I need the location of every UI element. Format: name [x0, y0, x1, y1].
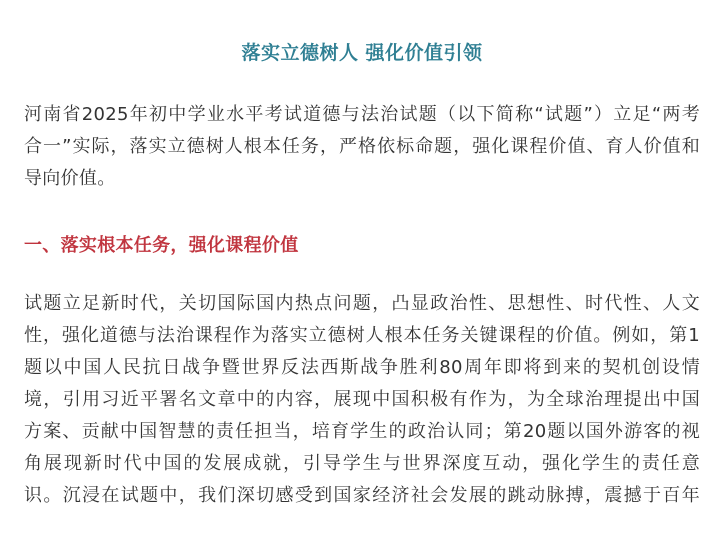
intro-line: 河南省2025年初中学业水平考试道德与法治试题（以下简称“试题”）立足“两考: [24, 104, 700, 125]
body-paragraph: [24, 288, 700, 512]
body-line: 识。沉浸在试题中，我们深切感受到国家经济社会发展的跳动脉搏，震撼于百年: [24, 485, 700, 506]
intro-line: 导向价值。: [24, 168, 116, 189]
body-line: 境，引用习近平署名文章中的内容，展现中国积极有作为，为全球治理提出中国: [24, 389, 700, 410]
intro-line: 合一”实际，落实立德树人根本任务，严格依标命题，强化课程价值、育人价值和: [24, 136, 700, 157]
article-title: 落实立德树人 强化价值引领: [241, 42, 483, 64]
body-line: 性，强化道德与法治课程作为落实立德树人根本任务关键课程的价值。例如，第1: [24, 325, 700, 346]
body-line: 题以中国人民抗日战争暨世界反法西斯战争胜利80周年即将到来的契机创设情: [24, 357, 700, 378]
section-heading: 一、落实根本任务，强化课程价值: [24, 235, 299, 256]
intro-paragraph: [24, 99, 700, 195]
body-line: 试题立足新时代，关切国际国内热点问题，凸显政治性、思想性、时代性、人文: [24, 293, 700, 314]
body-line: 角展现新时代中国的发展成就，引导学生与世界深度互动，强化学生的责任意: [24, 453, 700, 474]
body-line: 方案、贡献中国智慧的责任担当，培育学生的政治认同；第20题以国外游客的视: [24, 421, 700, 442]
